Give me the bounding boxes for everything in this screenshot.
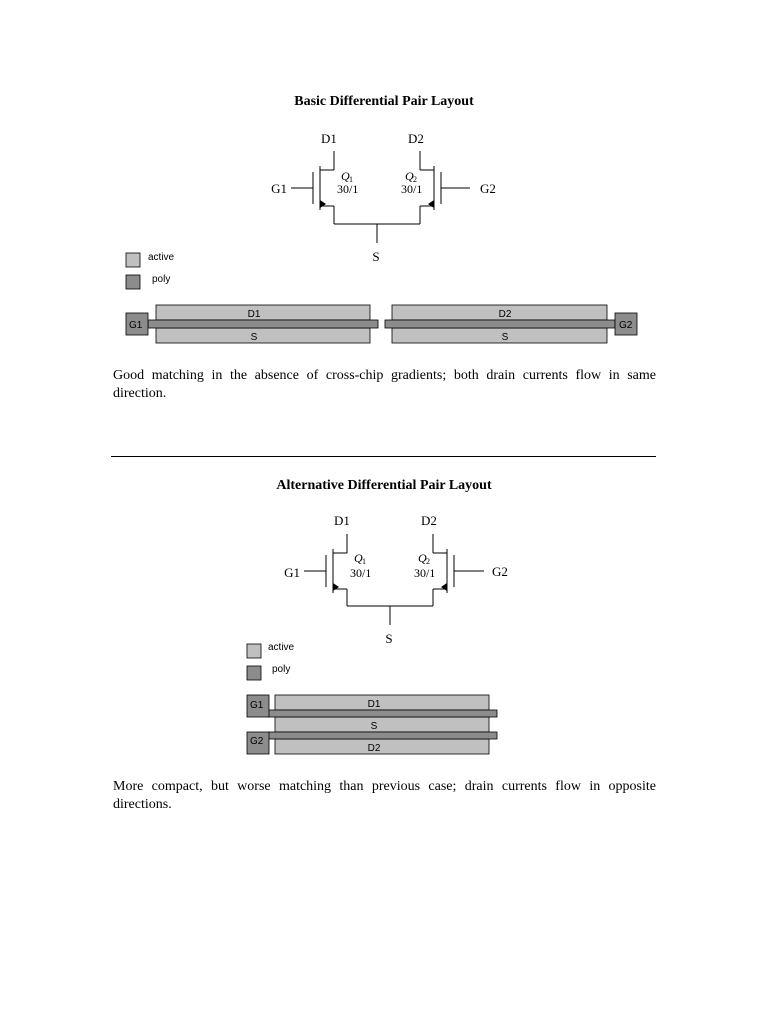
poly-gate-2 (268, 732, 497, 739)
section2-caption: More compact, but worse matching than previous case; drain currents flow in opposite directions. (113, 779, 656, 812)
section2-title: Alternative Differential Pair Layout (276, 478, 492, 493)
d2-label: D2 (421, 513, 437, 528)
legend-poly-label: poly (152, 274, 171, 285)
legend-active-label: active (268, 642, 295, 653)
q2-size-label: 30/1 (401, 182, 423, 196)
active-d1-region (275, 695, 489, 710)
layout-d1-label: D1 (367, 699, 381, 710)
layout-s-label: S (250, 332, 258, 343)
d1-label: D1 (321, 131, 337, 146)
layout-s-label: S (501, 332, 509, 343)
s-label: S (372, 249, 380, 264)
q1-subscript: 1 (362, 557, 366, 566)
q1-label: Q (341, 169, 350, 183)
arrow-icon (441, 583, 447, 591)
q2-subscript: 2 (413, 175, 417, 184)
q1-size-label: 30/1 (337, 182, 359, 196)
d2-label: D2 (408, 131, 424, 146)
layout-d2-label: D2 (367, 743, 381, 754)
layout-d2-label: D2 (498, 309, 512, 320)
layout-g2-label: G2 (619, 320, 633, 331)
layout-g1-label: G1 (250, 700, 264, 711)
legend-poly-label: poly (272, 664, 291, 675)
section1-title: Basic Differential Pair Layout (294, 94, 474, 109)
q2-subscript: 2 (426, 557, 430, 566)
g1-label: G1 (284, 565, 300, 580)
legend-active-label: active (148, 252, 175, 263)
layout-g1-label: G1 (129, 320, 143, 331)
g1-label: G1 (271, 181, 287, 196)
active-s-region (275, 717, 489, 732)
s-label: S (385, 631, 393, 646)
poly-swatch (247, 666, 261, 680)
q1-label: Q (354, 551, 363, 565)
layout-s-label: S (370, 721, 378, 732)
layout-g2-label: G2 (250, 736, 264, 747)
layout-d1-label: D1 (247, 309, 261, 320)
d1-label: D1 (334, 513, 350, 528)
section1-caption: Good matching in the absence of cross-chip gradients; both drain currents flow in same direction. (113, 368, 656, 401)
q2-label: Q (405, 169, 414, 183)
active-d2-region (275, 739, 489, 754)
g2-label: G2 (492, 564, 508, 579)
g2-label: G2 (480, 181, 496, 196)
q1-subscript: 1 (349, 175, 353, 184)
q2-label: Q (418, 551, 427, 565)
q1-size-label: 30/1 (350, 566, 372, 580)
q2-size-label: 30/1 (414, 566, 436, 580)
active-swatch (247, 644, 261, 658)
poly-gate-1 (268, 710, 497, 717)
arrow-icon (333, 583, 339, 591)
section2-schematic (304, 534, 484, 625)
